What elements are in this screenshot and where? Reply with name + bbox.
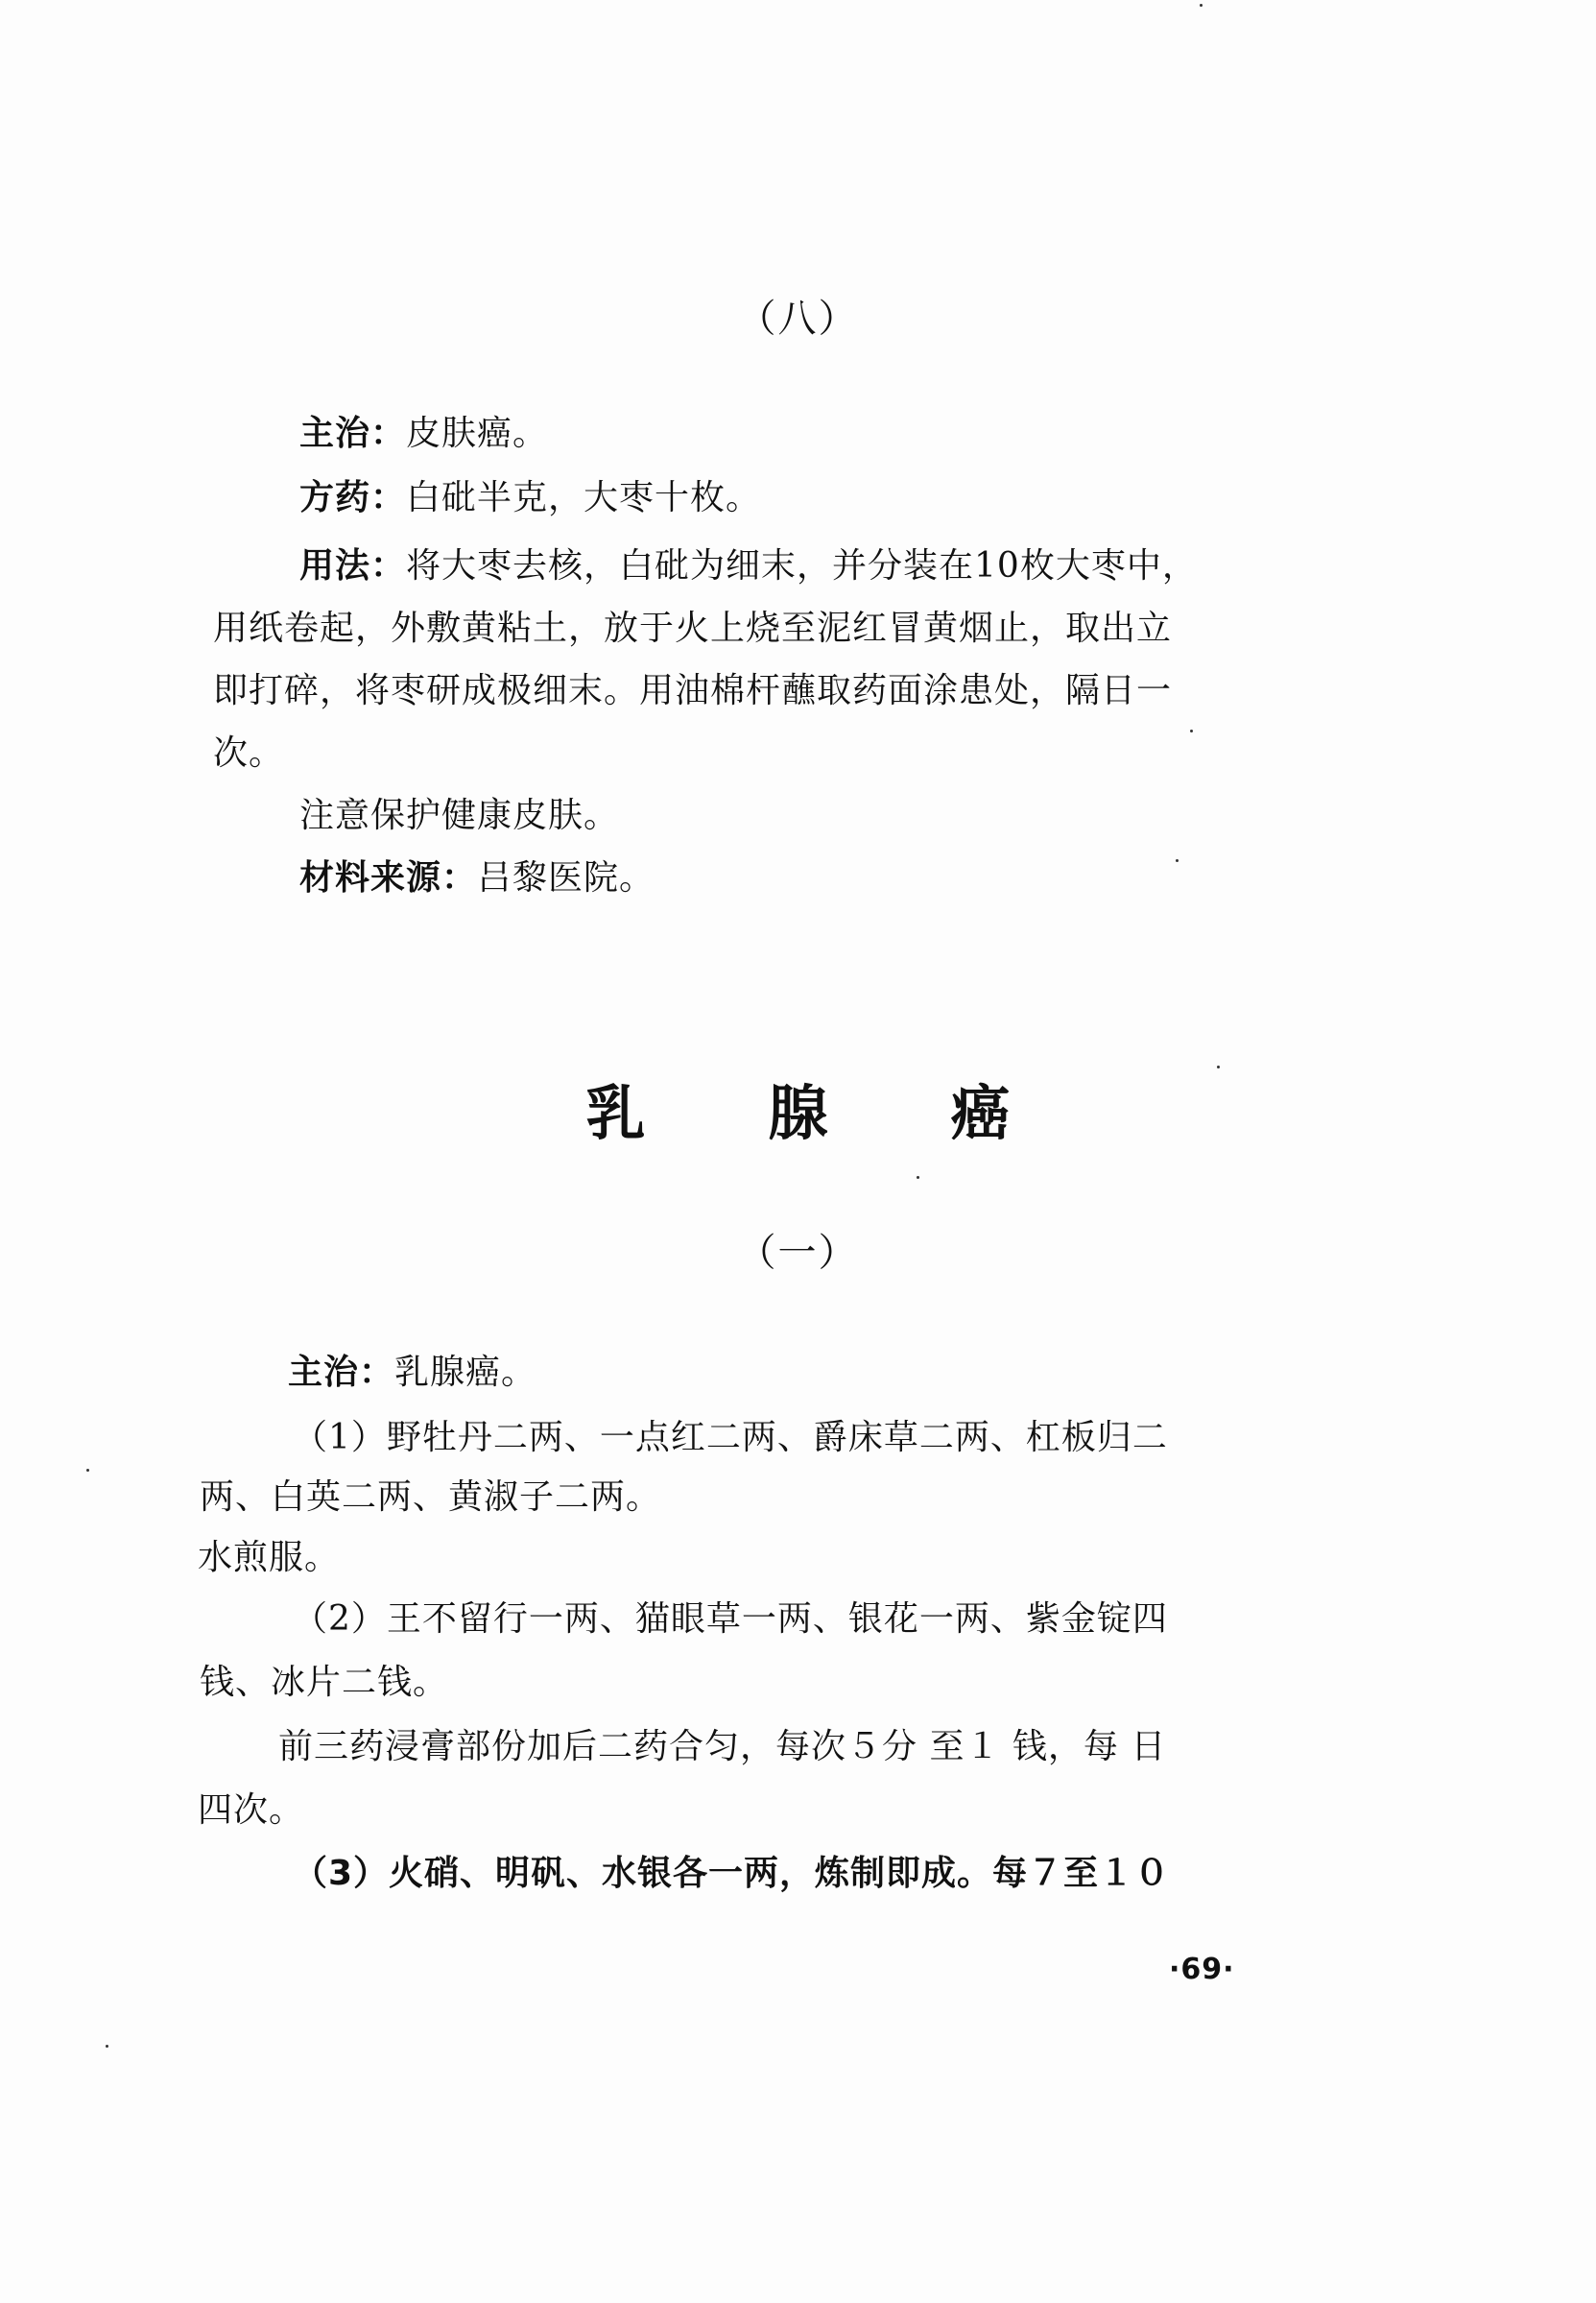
page-number: ·69· <box>1169 1953 1235 1986</box>
recipe-2-method-2: 四次。 <box>198 1790 305 1830</box>
section-number: （一） <box>737 1231 859 1275</box>
usage-text: 将大枣去核，白砒为细末，并分装在10枚大枣中， <box>406 546 1198 586</box>
indication-line <box>288 1354 536 1392</box>
recipe-2-line-1: （2）王不留行一两、猫眼草一两、银花一两、紫金锭四 <box>293 1599 1168 1639</box>
prescription-line <box>299 479 761 517</box>
usage-line-1 <box>299 547 1198 586</box>
chapter-title-char: 癌 <box>950 1078 1011 1148</box>
recipe-1-line-1: （1）野牡丹二两、一点红二两、爵床草二两、杠板归二 <box>293 1418 1168 1457</box>
section-number: （八） <box>737 297 859 341</box>
scan-speck <box>86 1469 89 1472</box>
indication-label: 主治： <box>299 414 407 453</box>
scan-speck <box>1200 4 1203 7</box>
source-label: 材料来源： <box>299 858 478 898</box>
chapter-title <box>0 1080 1596 1147</box>
chapter-title-char: 乳 <box>585 1078 646 1148</box>
source-line <box>299 859 655 898</box>
usage-label: 用法： <box>299 546 407 586</box>
prescription-text: 白砒半克，大枣十枚。 <box>406 478 762 517</box>
source-text: 吕黎医院。 <box>477 858 655 898</box>
prescription-label: 方药： <box>299 478 407 517</box>
recipe-2-line-2: 钱、冰片二钱。 <box>200 1663 449 1702</box>
usage-line-3: 即打碎，将枣研成极细末。用油棉杆蘸取药面涂患处，隔日一 <box>213 671 1173 710</box>
scan-speck <box>917 1176 919 1179</box>
indication-text: 乳腺癌。 <box>394 1353 537 1392</box>
recipe-3-line-1: （3）火硝、明矾、水银各一两，炼制即成。每７至１０ <box>293 1854 1171 1893</box>
scan-speck <box>106 2045 108 2048</box>
indication-text: 皮肤癌。 <box>406 414 549 453</box>
indication-label: 主治： <box>288 1353 395 1392</box>
scan-speck <box>1217 1066 1220 1068</box>
recipe-1-method: 水煎服。 <box>198 1538 341 1577</box>
usage-line-2: 用纸卷起，外敷黄粘土，放于火上烧至泥红冒黄烟止，取出立 <box>213 609 1173 648</box>
scan-speck <box>1190 730 1193 732</box>
recipe-2-method-1: 前三药浸膏部份加后二药合匀，每次５分 至１ 钱，每 日 <box>278 1727 1167 1766</box>
recipe-1-line-2: 两、白英二两、黄淑子二两。 <box>200 1477 662 1517</box>
scan-speck <box>1176 859 1179 862</box>
note-line: 注意保护健康皮肤。 <box>299 796 620 835</box>
chapter-title-char: 腺 <box>768 1078 828 1148</box>
usage-line-4: 次。 <box>213 733 285 773</box>
indication-line <box>299 415 548 453</box>
